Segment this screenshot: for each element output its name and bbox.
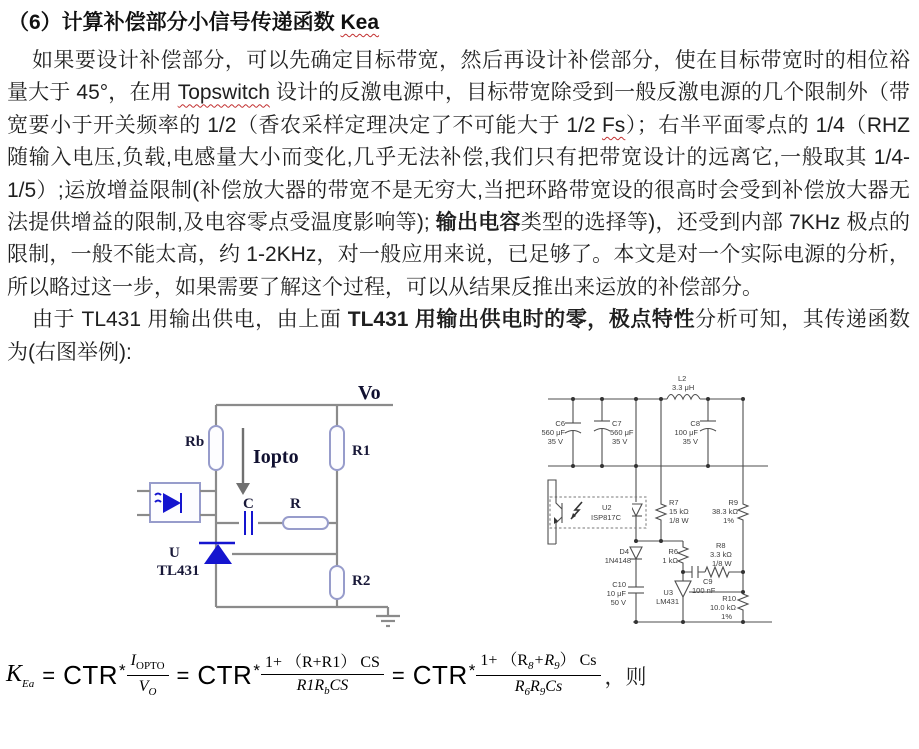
ctr-term: CTR [412,660,468,690]
label-c9: C9 [703,577,713,587]
text-run-bold: 输出电容 [435,211,521,235]
label-r8-wattage: 1/8 W [712,559,732,569]
label-l2-value: 3.3 μH [672,383,695,393]
label-c10-voltage: 50 V [610,598,626,608]
label-r10: R10 [722,594,736,604]
label-u3-part: LM431 [656,597,679,607]
paragraph-tl431 [7,304,910,369]
equals-sign: = [391,662,405,688]
label-c: C [243,496,254,513]
label-r7-wattage: 1/8 W [669,516,689,526]
equals-sign: = [42,662,56,688]
label-l2: L2 [678,374,687,384]
label-c7-voltage: 35 V [612,437,628,447]
label-r10-tolerance: 1% [721,612,732,622]
text-run: 设计的反激电源中，目标带宽除受到一般反激电源的几个限制外（带宽要小于开关频率的 1/2（香农采样定理决定了不可能大于 1/2 [7,81,910,137]
label-r: R [290,496,301,513]
label-r2: R2 [352,573,371,590]
label-d4: D4 [619,547,629,557]
left-circuit-figure [105,371,445,647]
label-c10: C10 [612,580,626,590]
text-run-topswitch: Topswitch [177,81,270,105]
tl431-symbol [199,543,235,564]
label-u2-part: ISP817C [591,513,622,523]
heading-text: （6）计算补偿部分小信号传递函数 [8,11,341,34]
fraction-1: $\frac{I_{OPTO}}{V_O}$ [127,651,169,700]
fraction-2: $\frac{1+ (R+R1) CS}{R1R_bCS}$ [261,653,384,699]
label-r6: R6 [668,547,678,557]
label-iopto: Iopto [253,446,299,469]
label-u2: U2 [602,503,612,513]
ctr-term: CTR [63,660,119,690]
label-r1: R1 [352,443,371,460]
capacitor-c6 [565,399,581,466]
diode-d4 [630,547,642,584]
capacitor-c7 [594,399,610,466]
label-tl431: TL431 [157,563,200,580]
text-run: 如果要设计补偿部分，可以先确定目标带宽，然后再设计补偿部分，使在目标带宽时的相位裕量大于 45°，在用 [7,49,910,105]
label-c7: C7 [612,419,622,429]
label-c8: C8 [690,419,700,429]
label-rb: Rb [185,434,205,451]
label-c8-voltage: 35 V [682,437,698,447]
label-c10-value: 10 μF [606,589,626,599]
right-circuit-figure [532,369,912,639]
label-c7-value: 560 μF [610,428,634,438]
text-run: 分析可知，其传递函数为(右图举例): [7,308,911,364]
inductor-l2 [667,395,700,400]
resistor-r [283,517,328,529]
resistor-r10 [738,572,748,622]
text-run: 类型的选择等)，还受到内部 7KHz 极点的限制，一般不能太高，约 1-2KHz，对一般应用来说，已足够了。本文是对一个实际电源的分析，所以略过这一步，如果需要了解这个过程，可以从结果反推出来运放的补偿部分。 [7,211,911,299]
label-c9-value: 100 nF [692,586,716,596]
capacitor-c9 [683,566,705,578]
ground-symbol [376,607,400,626]
ctr-term: CTR [197,660,253,690]
text-run-bold: TL431 用输出供电时的零，极点特性 [347,308,696,332]
equals-sign: = [176,662,190,688]
label-c6-voltage: 35 V [547,437,563,447]
resistor-r7 [656,399,666,541]
label-r7-value: 15 kΩ [669,507,689,517]
formula-kea: $K_{Ea}$ [6,661,35,690]
resistor-r8 [705,567,743,577]
heading-keyword: Kea [340,11,380,34]
text-run: 由于 TL431 用输出供电，由上面 [32,308,348,332]
page-title [8,8,911,38]
fraction-3: $\frac{1+ (R_8+R_9) Cs}{R_6R_9Cs}$ [476,651,600,700]
phototransistor-symbol [548,480,562,544]
label-c6: C6 [555,419,565,429]
transfer-function-formula [6,651,919,700]
label-r9: R9 [728,498,738,508]
optocoupler-symbol [137,483,216,522]
resistor-r6 [678,541,688,572]
capacitor-c [239,511,258,535]
resistor-r9 [738,399,748,572]
capacitor-c10 [628,584,644,622]
star-operator: * [253,660,260,680]
text-run: ）；右半平面零点的 1/4（RHZ 随输入电压,负载,电感量大小而变化,几乎无法补偿,我们只有把带宽设计的远离它,一般取其 1/4-1/5）;运放增益限制(补偿放大器的带宽不是无穷大,当把环路带宽设的很高时会受到补偿放大器无法提供增益的限制,及电容零点受温度影响等); [7,113,911,235]
resistor-r2 [330,566,344,599]
star-operator: * [119,660,126,680]
label-vo: Vo [358,382,381,405]
iopto-arrow [236,428,250,495]
label-r9-value: 38.3 kΩ [711,507,738,517]
label-r8-value: 3.3 kΩ [710,550,732,560]
resistor-rb [209,426,223,470]
resistor-r1 [330,426,344,470]
text-run-fs: Fs [601,113,626,137]
star-operator: * [468,660,476,680]
label-r6-value: 1 kΩ [662,556,678,566]
paragraph-compensation-design [7,45,910,304]
label-r7: R7 [669,498,679,508]
label-u: U [169,545,180,562]
label-u3: U3 [663,588,673,598]
figures-row [0,369,919,647]
label-c8-value: 100 μF [674,428,698,438]
capacitor-c8 [700,399,716,466]
label-r10-value: 10.0 kΩ [709,603,736,613]
light-arrow-icon [571,502,582,519]
label-c6-value: 560 μF [541,428,565,438]
formula-tail: ，则 [604,665,647,689]
label-d4-part: 1N4148 [604,556,631,566]
label-r9-tolerance: 1% [723,516,734,526]
label-r8: R8 [716,541,726,551]
